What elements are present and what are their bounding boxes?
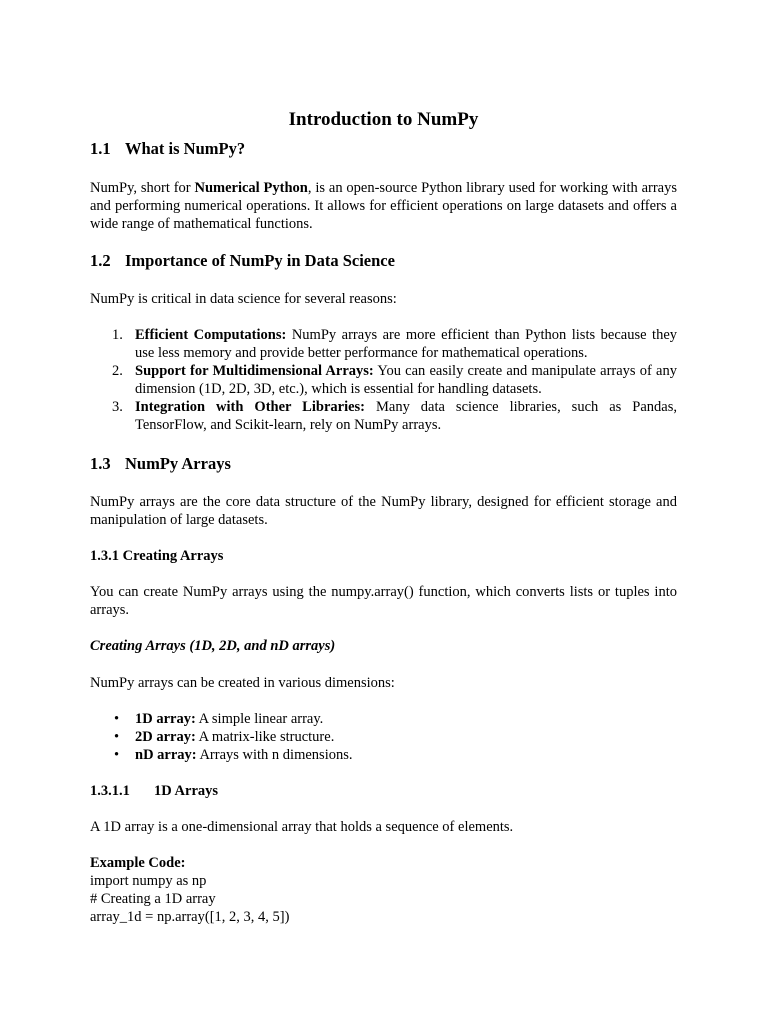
bullet-marker: •	[114, 747, 120, 763]
paragraph-text: , is an open-source Python library used for working with arrays and performing numerical operations. It allows for efficient operations on large datasets and offers a wide range of mathematical functions.	[90, 180, 677, 232]
list-item-term: 1D array:	[135, 711, 196, 727]
example-code-block	[90, 872, 677, 926]
example-code-label	[90, 854, 677, 872]
importance-intro: NumPy is critical in data science for several reasons:	[90, 291, 397, 307]
list-item-text: Many data science libraries, such as Pandas, TensorFlow, and Scikit-learn, rely on NumPy arrays.	[135, 399, 677, 433]
list-item-term: nD array:	[135, 747, 197, 763]
example-label-text: Example Code:	[90, 855, 186, 871]
section-title: Importance of NumPy in Data Science	[125, 251, 395, 270]
code-line: # Creating a 1D array	[90, 891, 216, 907]
what-is-numpy-paragraph	[90, 179, 677, 233]
importance-list	[90, 326, 677, 434]
section-title: What is NumPy?	[125, 139, 246, 158]
list-item	[90, 326, 677, 362]
section-title: NumPy Arrays	[125, 454, 231, 473]
italic-heading-creating-arrays-dims: Creating Arrays (1D, 2D, and nD arrays)	[90, 638, 336, 654]
section-heading-importance	[90, 250, 677, 272]
list-item-text: A simple linear array.	[195, 711, 324, 727]
section-number: 1.2	[90, 251, 111, 270]
document-title: Introduction to NumPy	[288, 109, 479, 130]
subsection-title: 1D Arrays	[154, 783, 219, 799]
list-item-term: Support for Multidimensional Arrays:	[135, 363, 374, 379]
bold-term: Numerical Python	[194, 180, 308, 196]
section-heading-what-is-numpy	[90, 138, 677, 160]
list-item	[90, 710, 677, 728]
list-item	[90, 398, 677, 434]
code-line: import numpy as np	[90, 873, 207, 889]
list-marker: 2.	[112, 363, 123, 379]
list-item	[90, 746, 677, 764]
subsubsection-heading-1d-arrays	[90, 782, 677, 800]
list-item	[90, 728, 677, 746]
list-item-term: Efficient Computations:	[135, 327, 287, 343]
1d-arrays-paragraph: A 1D array is a one-dimensional array that holds a sequence of elements.	[90, 819, 514, 835]
list-marker: 3.	[112, 399, 123, 415]
section-number: 1.3	[90, 454, 111, 473]
list-item-text: Arrays with n dimensions.	[196, 747, 353, 763]
list-marker: 1.	[112, 327, 123, 343]
creating-arrays-paragraph: You can create NumPy arrays using the numpy.array() function, which converts lists or tuples into arrays.	[90, 584, 677, 618]
list-item	[90, 362, 677, 398]
bullet-marker: •	[114, 729, 120, 745]
numpy-arrays-intro: NumPy arrays are the core data structure of the NumPy library, designed for efficient storage and manipulation of large datasets.	[90, 494, 677, 528]
dimensions-intro: NumPy arrays can be created in various dimensions:	[90, 675, 395, 691]
dimensions-list	[90, 710, 677, 764]
document-content	[90, 108, 677, 926]
code-line: array_1d = np.array([1, 2, 3, 4, 5])	[90, 909, 290, 925]
list-item-text: NumPy arrays are more efficient than Python lists because they use less memory and provide better performance for mathematical operations.	[135, 327, 678, 361]
list-item-text: You can easily create and manipulate arrays of any dimension (1D, 2D, 3D, etc.), which is essential for handling datasets.	[135, 363, 677, 397]
section-number: 1.1	[90, 139, 111, 158]
bullet-marker: •	[114, 711, 120, 727]
list-item-text: A matrix-like structure.	[195, 729, 335, 745]
list-item-term: 2D array:	[135, 729, 196, 745]
list-item-term: Integration with Other Libraries:	[135, 399, 366, 415]
subsection-heading-creating-arrays: 1.3.1 Creating Arrays	[90, 548, 224, 564]
subsection-number: 1.3.1.1	[90, 783, 130, 799]
paragraph-text: NumPy, short for	[90, 180, 195, 196]
section-heading-numpy-arrays	[90, 453, 677, 475]
